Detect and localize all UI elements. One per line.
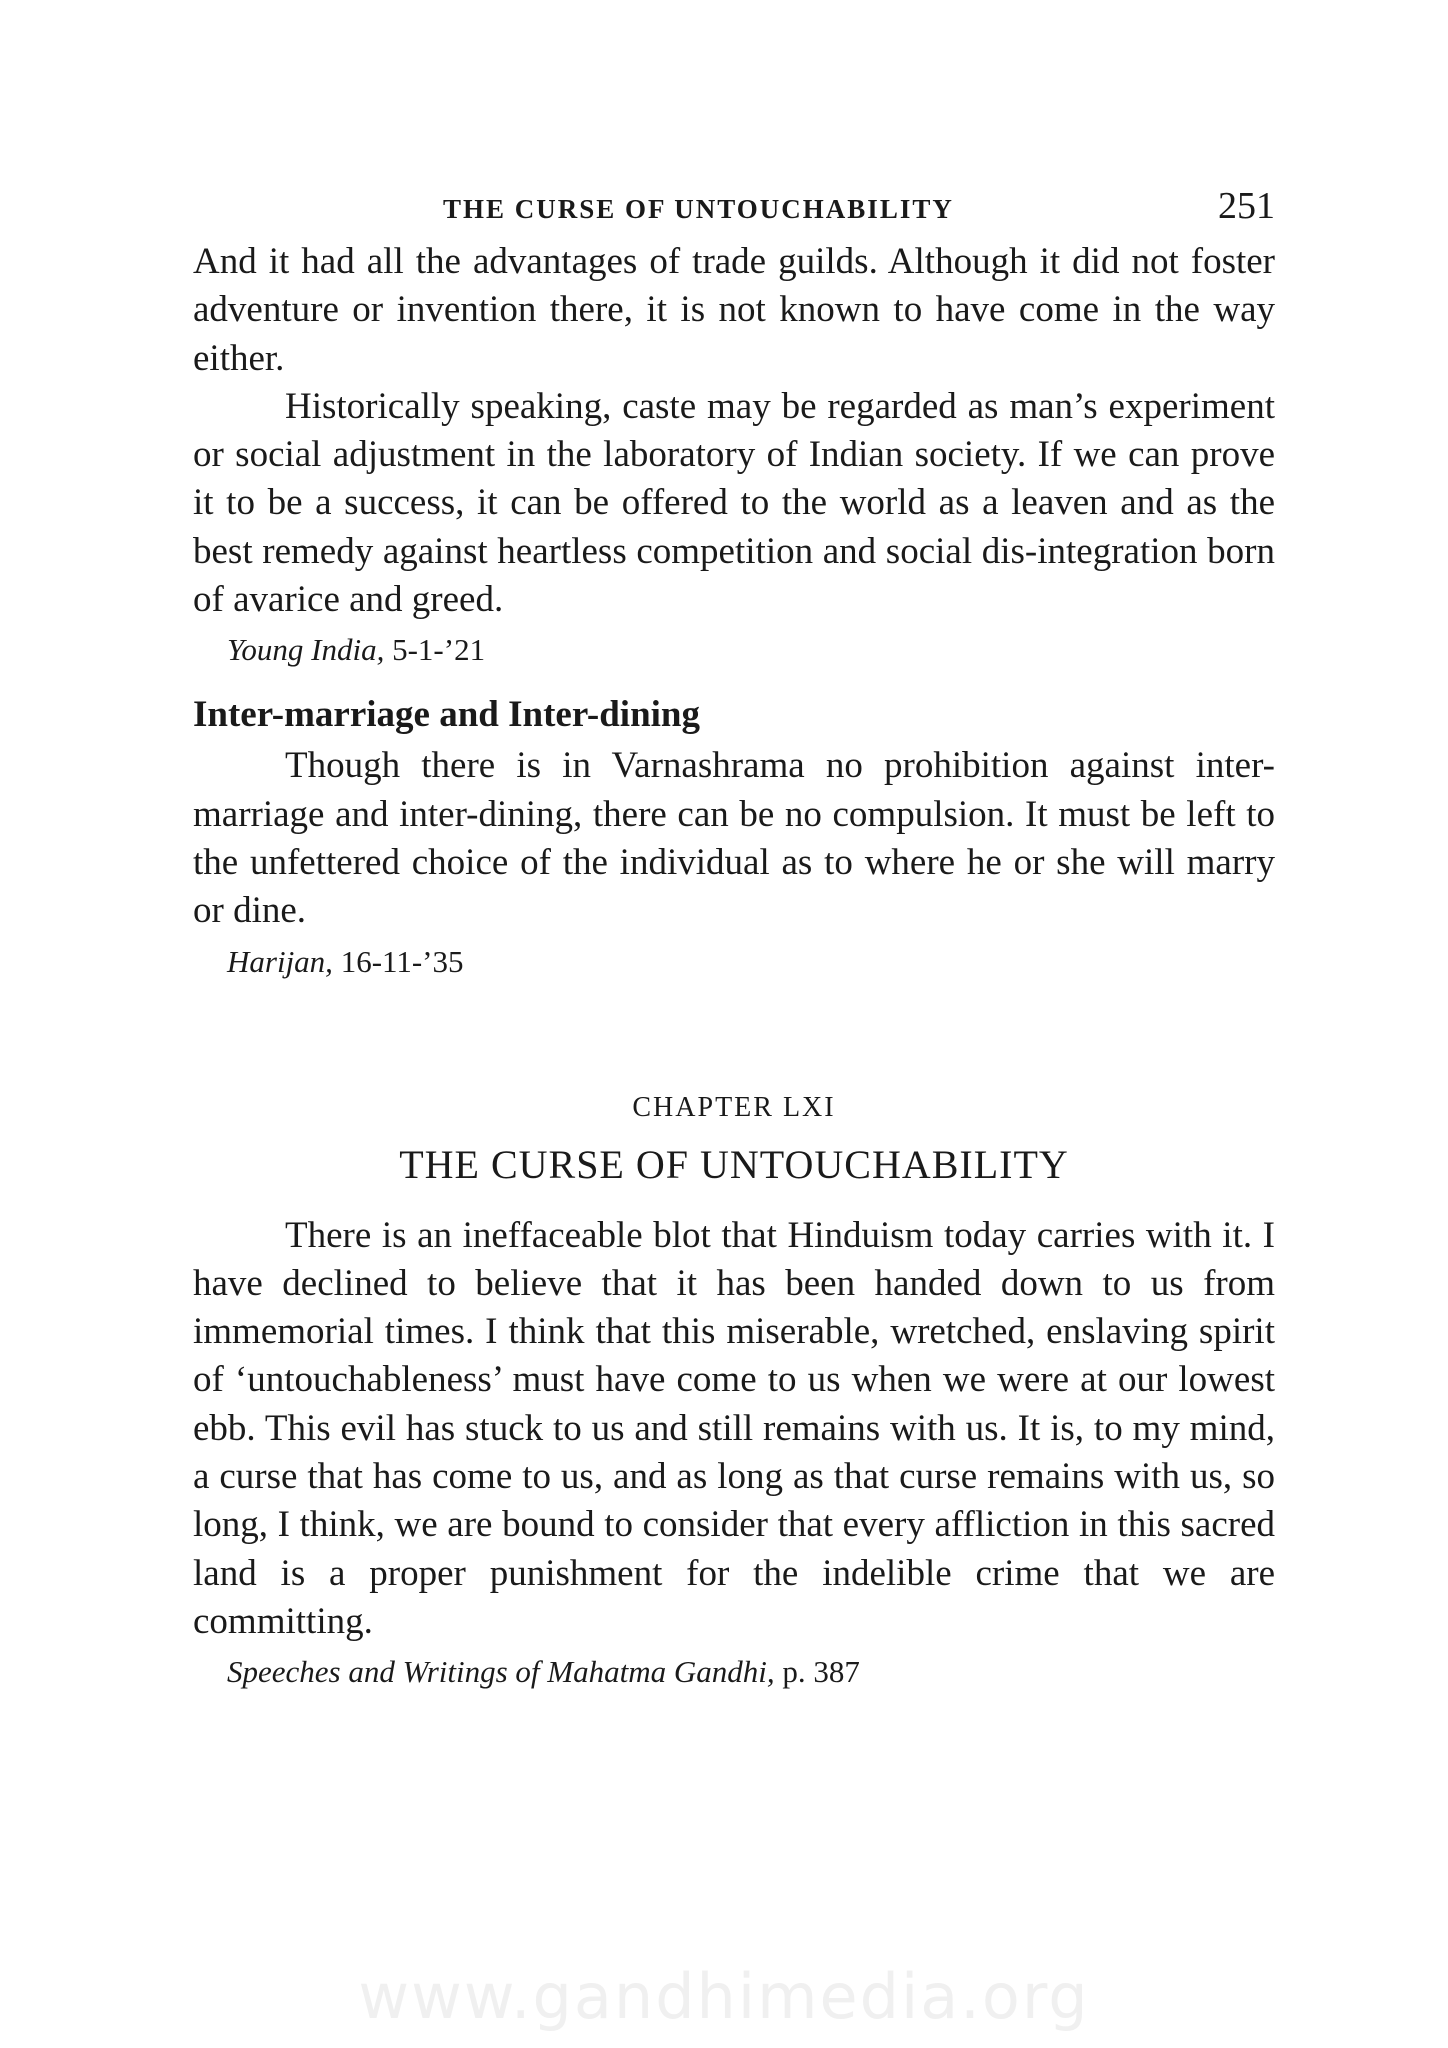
running-title: THE CURSE OF UNTOUCHABILITY — [443, 194, 954, 224]
chapter-label: CHAPTER LXI — [632, 1091, 836, 1123]
citation-speeches — [227, 1652, 1275, 1692]
citation-page: p. 387 — [782, 1654, 860, 1690]
paragraph-inter-marriage: Though there is in Varnashrama no prohibition against inter-marriage and inter-dining, there can be no compulsion. It must be left to the unfettered choice of the individual as to where he or she will marry or dine. — [193, 745, 1275, 932]
citation-source: Harijan, — [227, 943, 333, 979]
citation-source: Speeches and Writings of Mahatma Gandhi, — [227, 1654, 775, 1690]
citation-source: Young India, — [227, 632, 385, 668]
paragraph-caste-experiment: Historically speaking, caste may be regarded as man’s experiment or social adjustment in the laboratory of Indian society. If we can prove it to be a success, it can be offered to the world as a leaven and as the best remedy against heartless competition and social dis-integration born of avarice and greed. — [193, 385, 1275, 621]
citation-young-india — [227, 630, 1275, 670]
page-number: 251 — [1218, 185, 1275, 227]
watermark: www.gandhimedia.org — [358, 1960, 1090, 2033]
running-header — [193, 185, 1275, 238]
chapter-title: THE CURSE OF UNTOUCHABILITY — [399, 1141, 1069, 1187]
paragraph-untouchability: There is an ineffaceable blot that Hinduism today carries with it. I have declined to believe that it has been handed down to us from immemorial times. I think that this miserable, wretched, enslaving spirit of ‘untouchableness’ must have come to us when we were at our lowest ebb. This evil has stuck to us and still remains with us. It is, to my mind, a curse that has come to us, and as long as that curse remains with us, so long, I think, we are bound to consider that every affliction in this sacred land is a proper punishment for the indelible crime that we are committing. — [193, 1214, 1275, 1642]
citation-date: 16-11-’35 — [340, 943, 464, 979]
book-page — [193, 185, 1275, 1692]
section-heading: Inter-marriage and Inter-dining — [193, 694, 700, 736]
citation-date: 5-1-’21 — [392, 632, 486, 668]
paragraph-trade-guilds: And it had all the advantages of trade guilds. Although it did not foster adventure or invention there, it is not known to have come in the way either. — [193, 241, 1275, 379]
citation-harijan — [227, 942, 1275, 982]
